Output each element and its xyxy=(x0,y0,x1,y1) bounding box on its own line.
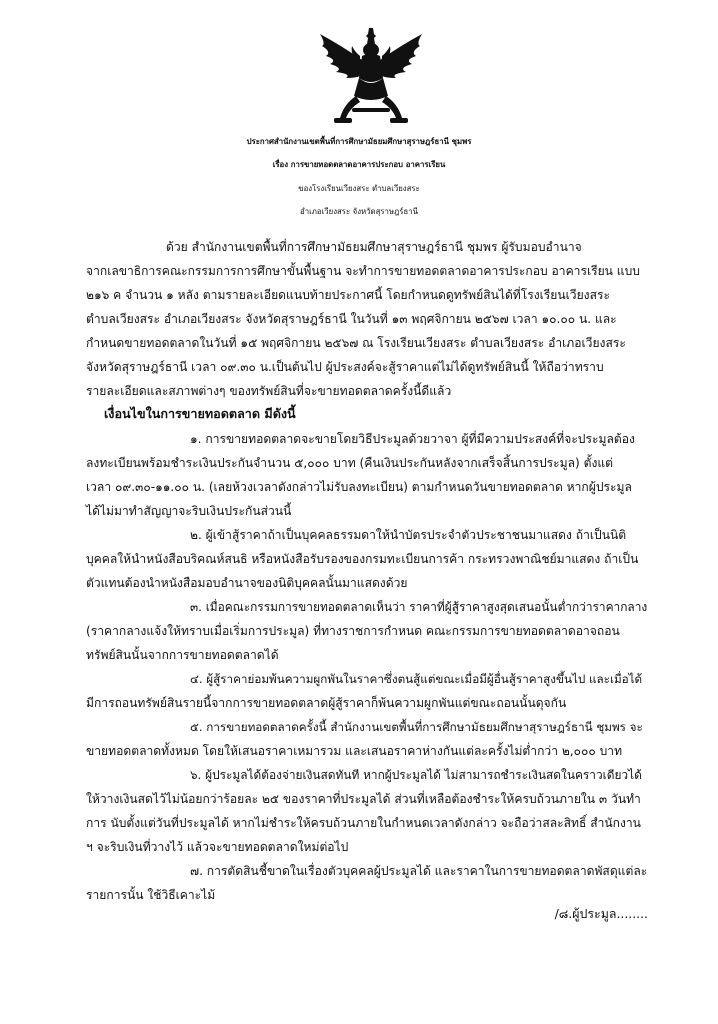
text-line: รายละเอียดและสภาพต่างๆ ของทรัพย์สินที่จะขายทอดตลาดครั้งนี้ดีแล้ว xyxy=(86,384,452,398)
text-line: ๒๑๖ ค จำนวน ๑ หลัง ตามรายละเอียดแนบท้ายประกาศนี้ โดยกำหนดดูทรัพย์สินได้ที่โรงเรียนเวียงสระ xyxy=(86,288,610,302)
text-line: จากเลขาธิการคณะกรรมการการศึกษาขั้นพื้นฐาน จะทำการขายทอดตลาดอาคารประกอบ อาคารเรียน แบบ xyxy=(86,264,640,278)
text-line: ให้วางเงินสดไว้ไม่น้อยกว่าร้อยละ ๒๕ ของราคาที่ประมูลได้ ส่วนที่เหลือต้องชำระให้ครบถ้วนภายใน ๓ วันทำ xyxy=(86,792,641,806)
text-line: ตัวแทนต้องนำหนังสือมอบอำนาจของนิติบุคคลนั้นมาแสดงด้วย xyxy=(86,576,408,590)
text-line: ๗. การตัดสินชี้ขาดในเรื่องตัวบุคคลผู้ประมูลได้ และราคาในการขายทอดตลาดพัสดุแต่ละ xyxy=(190,864,648,878)
text-line: ๒. ผู้เข้าสู้ราคาถ้าเป็นบุคคลธรรมดาให้นำบัตรประจำตัวประชาชนมาแสดง ถ้าเป็นนิติ xyxy=(190,528,627,542)
text-line: เวลา ๐๙.๓๐-๑๑.๐๐ น. (เลยห้วงเวลาดังกล่าวไม่รับลงทะเบียน) ตามกำหนดวันขายทอดตลาด หากผู้ประมูล xyxy=(86,480,632,494)
text-line: มีการถอนทรัพย์สินรายนี้จากการขายทอดตลาดผู้สู้ราคาก็พ้นความผูกพันแต่ขณะถอนนั้นดุจกัน xyxy=(86,696,567,710)
text-line: รายการนั้น ใช้วิธีเคาะไม้ xyxy=(86,888,216,902)
text-line: กำหนดขายทอดตลาดในวันที่ ๑๕ พฤศจิกายน ๒๕๖๗ ณ โรงเรียนเวียงสระ ตำบลเวียงสระ อำเภอเวียงสระ xyxy=(86,336,626,350)
text-line: ๕. การขายทอดตลาดครั้งนี้ สำนักงานเขตพื้นที่การศึกษามัธยมศึกษาสุราษฎร์ธานี ชุมพร จะ xyxy=(190,720,643,734)
text-line: บุคคลให้นำหนังสือบริคณห์สนธิ หรือหนังสือรับรองของกรมทะเบียนการค้า กระทรวงพาณิชย์มาแสดง ถ้าเป็น xyxy=(86,552,639,566)
continuation-marker: /๘.ผู้ประมูล........ xyxy=(554,906,648,921)
text-line: ๖. ผู้ประมูลได้ต้องจ่ายเงินสดทันที หากผู้ประมูลได้ ไม่สามารถชำระเงินสดในคราวเดียวได้ xyxy=(190,768,642,782)
text-line: ได้ไม่มาทำสัญญาจะริบเงินประกันส่วนนี้ xyxy=(86,504,292,518)
school-name: ของโรงเรียนเวียงสระ ตำบลเวียงสระ xyxy=(298,184,420,193)
text-line: ๔. ผู้สู้ราคาย่อมพ้นความผูกพันในราคาซึ่งตนสู้แต่ขณะเมื่อมีผู้อื่นสู้ราคาสูงขึ้นไป และเมื่อได้ xyxy=(190,672,643,686)
announcement-title: ประกาศสำนักงานเขตพื้นที่การศึกษามัธยมศึกษาสุราษฎร์ธานี ชุมพร xyxy=(246,137,472,146)
text-line: (ราคากลางแจ้งให้ทราบเมื่อเริ่มการประมูล) ที่ทางราชการกำหนด คณะกรรมการขายทอดตลาดอาจถอน xyxy=(86,624,620,638)
garuda-emblem-icon xyxy=(312,26,430,130)
text-line: การ นับตั้งแต่วันที่ประมูลได้ หากไม่ชำระให้ครบถ้วนภายในกำหนดเวลาดังกล่าว จะถือว่าสละสิทธิ์ สำนักงาน xyxy=(86,816,641,830)
text-line: ฯ จะริบเงินที่วางไว้ แล้วจะขายทอดตลาดใหม่ต่อไป xyxy=(86,840,349,854)
school-location: อำเภอเวียงสระ จังหวัดสุราษฎร์ธานี xyxy=(300,207,418,216)
text-line: ตำบลเวียงสระ อำเภอเวียงสระ จังหวัดสุราษฎร์ธานี ในวันที่ ๑๓ พฤศจิกายน ๒๕๖๗ เวลา ๑๐.๐๐ น. และ xyxy=(86,312,617,326)
announcement-subject: เรื่อง การขายทอดตลาดอาคารประกอบ อาคารเรียน xyxy=(272,160,446,169)
text-line: ด้วย สำนักงานเขตพื้นที่การศึกษามัธยมศึกษาสุราษฎร์ธานี ชุมพร ผู้รับมอบอำนาจ xyxy=(166,240,582,254)
text-line: ลงทะเบียนพร้อมชำระเงินประกันจำนวน ๕,๐๐๐ บาท (คืนเงินประกันหลังจากเสร็จสิ้นการประมูล) ตั้งแต่ xyxy=(86,456,614,470)
text-line: ทรัพย์สินนั้นจากการขายทอดตลาดได้ xyxy=(86,648,279,662)
text-line: ขายทอดตลาดทั้งหมด โดยให้เสนอราคาเหมารวม และเสนอราคาห่างกันแต่ละครั้งไม่ต่ำกว่า ๒,๐๐๐ บาท xyxy=(86,744,623,758)
conditions-heading: เงื่อนไขในการขายทอดตลาด มีดังนี้ xyxy=(104,406,296,421)
text-line: ๑. การขายทอดตลาดจะขายโดยวิธีประมูลด้วยวาจา ผู้ที่มีความประสงค์ที่จะประมูลต้อง xyxy=(190,432,635,446)
text-line: ๓. เมื่อคณะกรรมการขายทอดตลาดเห็นว่า ราคาที่ผู้สู้ราคาสูงสุดเสนอนั้นต่ำกว่าราคากลาง xyxy=(190,600,648,614)
text-line: จังหวัดสุราษฎร์ธานี เวลา ๐๙.๓๐ น.เป็นต้นไป ผู้ประสงค์จะสู้ราคาแต่ไม่ได้ดูทรัพย์สินนี้ ให้ถือว่าทราบ xyxy=(86,360,604,374)
